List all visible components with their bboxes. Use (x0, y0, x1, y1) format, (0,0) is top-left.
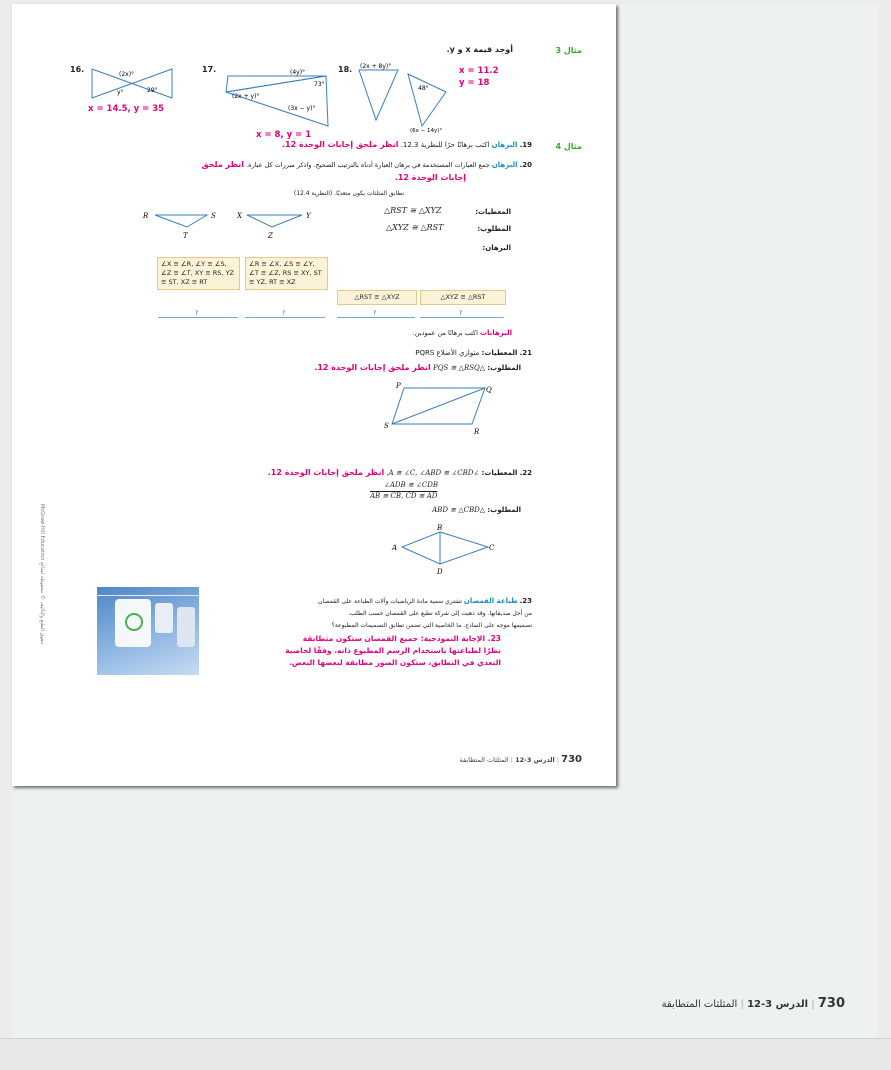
ex16-number: 16. (70, 65, 85, 74)
ex21-number: 21. (519, 349, 532, 357)
example-4-tag: مثال 4 (555, 142, 582, 151)
ex20-given-label: المعطيات: (475, 208, 511, 216)
ex16-figure (87, 64, 177, 104)
ex20-box-3: △RST ≅ △XYZ (337, 290, 417, 305)
ex22-number: 22. (519, 469, 532, 477)
ex22-prove-label: المطلوب: (487, 506, 521, 514)
ex20-tri-R: R (143, 212, 149, 220)
ex20-tri-X: X (237, 212, 242, 220)
ex20-answer-b: إجابات الوحدة 12. (394, 173, 466, 182)
zoomed-footer-lesson: الدرس 3-12 (747, 999, 809, 1010)
ex20-label: البرهان (491, 161, 518, 169)
ex21-given-label: المعطيات: (481, 349, 518, 357)
ex20-blank-4 (420, 317, 504, 318)
ex20-tri-Y: Y (306, 212, 311, 220)
ex18-figure (354, 62, 454, 134)
ex20-tri-Z: Z (268, 232, 273, 240)
ex20-theorem: تطابق المثلثات يكون متعديًا. (النظرية 12.4) (293, 190, 404, 197)
page-footer-lesson: الدرس 3-12 (515, 756, 555, 764)
ex18-label-48: 48° (418, 85, 429, 92)
ex20-text: جمع العبارات المستخدمة في برهان العبارة أدناه بالترتيب الصحيح. واذكر مبررات كل عبارة. (246, 161, 490, 169)
ex22-given-line (268, 468, 532, 477)
ex23-line-1: تشتري سمية مادة الرياضيات وآلات الطباعة على القمصان (318, 598, 462, 605)
ex19-text: اكتب برهانًا حرًا للنظرية 12.3. (400, 141, 490, 149)
ex20-box-1: ∠X ≅ ∠R, ∠Y ≅ ∠S, ∠Z ≅ ∠T, XY ≅ RS, YZ ≅ ST, XZ ≅ RT (157, 257, 240, 290)
ex22-prove: △ABD ≅ △CBD (432, 506, 486, 514)
ex21-label-Q: Q (486, 386, 492, 394)
zoomed-footer: 730 | الدرس 3-12 | المثلثات المتطابقة (661, 996, 845, 1011)
ex22-label-A: A (392, 544, 398, 552)
ex21-parallelogram (382, 380, 494, 436)
ex21-given: متوازي الأضلاع PQRS (415, 349, 480, 357)
side-copyright: McGraw-Hill Education حقوق الطبع والتأليف © محفوظة لصالح (39, 504, 45, 645)
ex22-given-line-3: AB ≅ CB, CD ≅ AD (370, 492, 438, 500)
ex18-number: 18. (338, 65, 353, 74)
page-footer: 730 | الدرس 3-12 | المثلثات المتطابقة (459, 754, 582, 765)
ex20-prove: △XYZ ≅ △RST (386, 223, 444, 232)
ex23-answer (285, 633, 501, 669)
ex16-label-29: 29° (147, 87, 158, 94)
ex22-label-B: B (437, 524, 443, 532)
ex22-given-line-1: ∠A ≅ ∠C, ∠ABD ≅ ∠CBD, (386, 469, 480, 477)
ex18-answer-y: y = 18 (459, 78, 490, 88)
zoomed-footer-number: 730 (817, 996, 845, 1011)
ex19-line (282, 140, 532, 149)
page-footer-title: المثلثات المتطابقة (459, 756, 509, 764)
proofs-line (413, 329, 512, 337)
ex20-box-4: △XYZ ≅ △RST (420, 290, 506, 305)
ex23-answer-line-2: نظرًا لطباعتها باستخدام الرسم المطبوع ذاته. وفقًا لخاصية (285, 646, 501, 655)
ex20-box-2: ∠R ≅ ∠X, ∠S ≅ ∠Y, ∠T ≅ ∠Z, RS ≅ XY, ST ≅ YZ, RT ≅ XZ (245, 257, 328, 290)
ex23-number: 23. (519, 597, 532, 605)
ex21-prove: △PQS ≅ △RSQ (433, 364, 486, 372)
ex20-tri-T: T (183, 232, 188, 240)
example-3-tag: مثال 3 (555, 46, 582, 55)
ex23-line-3: تصميمها موجه على النماذج. ما الخاصية التي تضمن تطابق التصميمات المطبوعة؟ (331, 622, 532, 629)
ex18-label-2x8y: (2x + 8y)° (360, 63, 392, 70)
ex18-label-6x14y: (6x − 14y)° (410, 128, 443, 134)
document-page (12, 4, 616, 786)
ex21-label-S: S (384, 422, 389, 430)
ex20-proof-label: البرهان: (482, 244, 511, 252)
ex22-figure (388, 522, 498, 576)
ex21-prove-line (314, 363, 521, 372)
ex21-prove-label: المطلوب: (487, 364, 521, 372)
ex23-answer-line-3: التعدي في التطابق، ستكون الصور مطابقة لبعضها البعض. (289, 658, 501, 667)
ex20-blank-4-mark: ? (459, 310, 463, 317)
ex22-given-label: المعطيات: (481, 469, 518, 477)
ex17-label-3xy: (3x − y)° (288, 105, 316, 112)
ex21-label-R: R (474, 428, 480, 436)
viewer-bottom-bar (0, 1038, 891, 1070)
ex23-answer-line-1: 23. الإجابة النموذجية: جميع القمصان ستكون متطابقة (302, 634, 501, 643)
ex20-blank-3-mark: ? (373, 310, 377, 317)
ex19-number: 19. (519, 141, 532, 149)
ex16-label-2x: (2x)° (119, 71, 135, 78)
ex18-answer-x: x = 11.2 (459, 66, 499, 76)
ex20-tri-S: S (211, 212, 216, 220)
ex20-blank-2-mark: ? (282, 310, 286, 317)
ex23-line-2: من أجل صديقاتها. وقد ذهبت إلى شركة تطبع على القمصان حسب الطلب. (348, 610, 532, 617)
ex20-line (202, 160, 532, 169)
zoomed-footer-title: المثلثات المتطابقة (661, 999, 738, 1010)
ex20-blank-1 (158, 317, 238, 318)
ex22-answer: انظر ملحق إجابات الوحدة 12. (267, 468, 385, 477)
ex20-triangles (137, 207, 342, 243)
ex20-answer-a: انظر ملحق (201, 160, 245, 169)
ex20-given: △RST ≅ △XYZ (384, 206, 442, 215)
ex17-figure (218, 64, 338, 130)
ex20-blank-2 (245, 317, 325, 318)
recycle-icon (125, 613, 143, 631)
ex21-answer: انظر ملحق إجابات الوحدة 12. (314, 363, 431, 372)
ex21-label-P: P (396, 382, 401, 390)
ex17-label-4y: (4y)° (290, 69, 306, 76)
ex23-label: طباعة القمصان (463, 597, 518, 605)
ex20-blank-3 (337, 317, 415, 318)
ex19-label: البرهان (491, 141, 518, 149)
ex21-given-line (415, 349, 532, 357)
ex16-answer: x = 14.5, y = 35 (88, 104, 165, 114)
ex16-label-y: y° (117, 89, 124, 96)
t-shirt-photo (97, 587, 199, 675)
ex19-answer: انظر ملحق إجابات الوحدة 12. (281, 140, 399, 149)
ex20-number: 20. (519, 161, 532, 169)
ex23-text (318, 595, 532, 632)
ex17-number: 17. (202, 65, 217, 74)
ex17-answer: x = 8, y = 1 (256, 130, 312, 140)
ex17-label-73: 73° (314, 81, 325, 88)
example-3-instruction: أوجد قيمة x و y. (446, 45, 513, 54)
proofs-label: البرهانات (479, 329, 512, 337)
ex17-label-2xy: (2x + y)° (232, 93, 260, 100)
ex22-label-C: C (489, 544, 495, 552)
ex22-prove-line (432, 506, 521, 514)
ex20-blank-1-mark: ? (195, 310, 199, 317)
ex20-prove-label: المطلوب: (477, 225, 511, 233)
ex22-given-line-2: ∠ADB ≅ ∠CDB (384, 481, 438, 489)
ex22-label-D: D (437, 568, 443, 576)
proofs-text: اكتب برهانًا من عمودين. (412, 329, 478, 337)
page-footer-number: 730 (561, 754, 582, 765)
